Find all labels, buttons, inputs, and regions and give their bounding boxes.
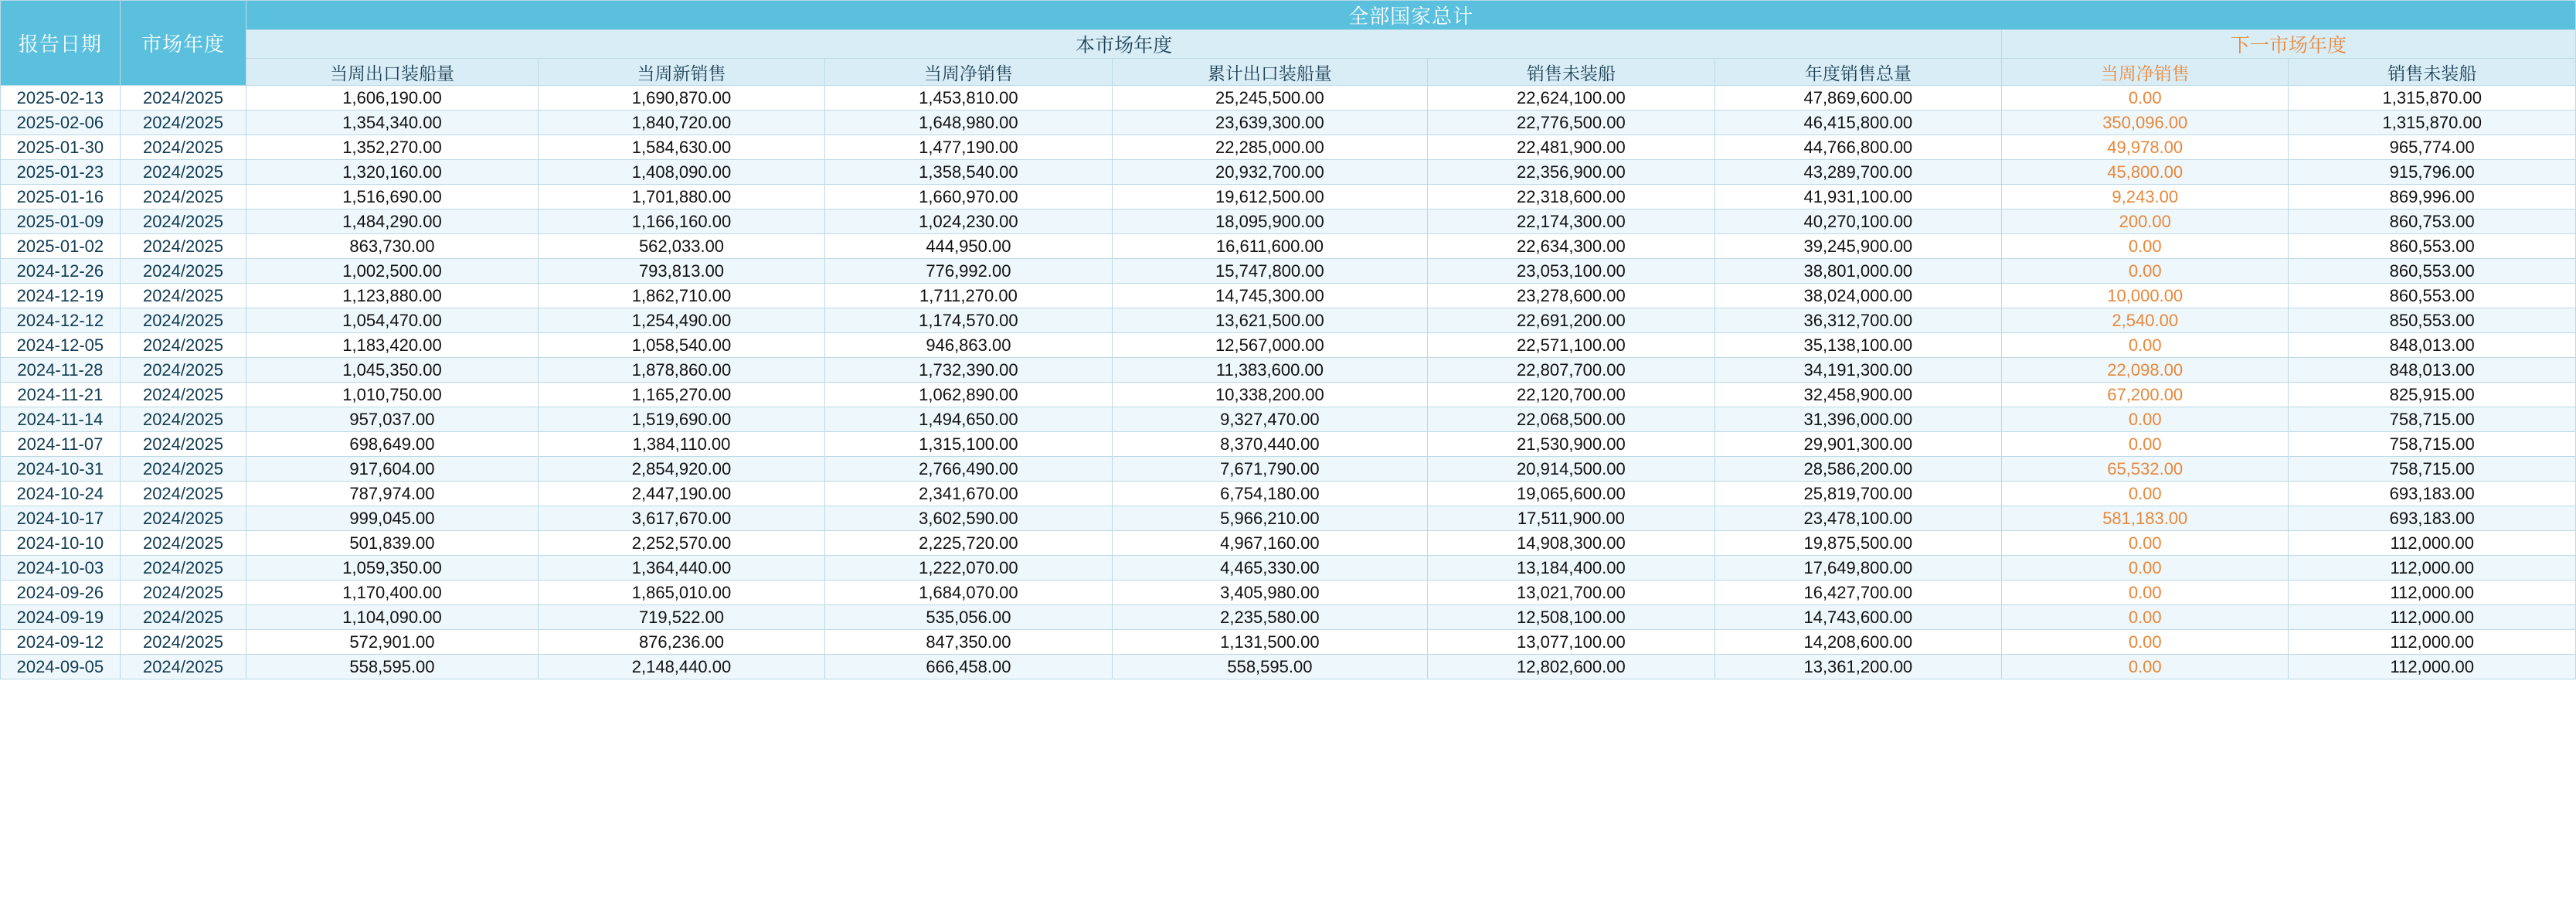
cell-total-commitments: 14,208,600.00 [1715, 630, 2001, 655]
cell-total-commitments: 44,766,800.00 [1715, 135, 2001, 160]
cell-total-commitments: 19,875,500.00 [1715, 531, 2001, 556]
cell-outstanding-sales: 13,077,100.00 [1428, 630, 1715, 655]
table-row [1, 630, 2576, 655]
cell-accumulated-exports: 20,932,700.00 [1112, 160, 1428, 185]
cell-weekly-net-sales: 3,602,590.00 [825, 506, 1112, 531]
header-accumulated-exports: 累计出口装船量 [1112, 59, 1428, 86]
cell-next-weekly-net-sales: 0.00 [2002, 333, 2289, 358]
cell-report-date: 2024-12-19 [1, 284, 121, 308]
cell-next-weekly-net-sales: 22,098.00 [2002, 358, 2289, 383]
header-row-groups [1, 30, 2576, 59]
cell-weekly-net-sales: 1,358,540.00 [825, 160, 1112, 185]
cell-market-year: 2024/2025 [120, 655, 246, 679]
cell-accumulated-exports: 7,671,790.00 [1112, 457, 1428, 482]
cell-report-date: 2024-12-26 [1, 259, 121, 284]
cell-outstanding-sales: 17,511,900.00 [1428, 506, 1715, 531]
cell-next-outstanding-sales: 112,000.00 [2289, 556, 2576, 581]
table-row [1, 284, 2576, 308]
cell-outstanding-sales: 22,356,900.00 [1428, 160, 1715, 185]
cell-weekly-net-sales: 1,453,810.00 [825, 86, 1112, 111]
cell-weekly-new-sales: 719,522.00 [538, 605, 824, 630]
cell-weekly-new-sales: 2,854,920.00 [538, 457, 824, 482]
cell-next-weekly-net-sales: 0.00 [2002, 605, 2289, 630]
cell-weekly-net-sales: 1,684,070.00 [825, 581, 1112, 605]
cell-outstanding-sales: 22,634,300.00 [1428, 234, 1715, 259]
cell-outstanding-sales: 22,318,600.00 [1428, 185, 1715, 209]
cell-report-date: 2024-11-28 [1, 358, 121, 383]
table-row [1, 407, 2576, 432]
cell-market-year: 2024/2025 [120, 531, 246, 556]
cell-outstanding-sales: 13,184,400.00 [1428, 556, 1715, 581]
cell-accumulated-exports: 2,235,580.00 [1112, 605, 1428, 630]
cell-report-date: 2025-01-16 [1, 185, 121, 209]
cell-total-commitments: 41,931,100.00 [1715, 185, 2001, 209]
cell-weekly-exports: 1,606,190.00 [246, 86, 539, 111]
cell-weekly-net-sales: 1,660,970.00 [825, 185, 1112, 209]
cell-weekly-exports: 863,730.00 [246, 234, 539, 259]
cell-total-commitments: 46,415,800.00 [1715, 111, 2001, 135]
cell-weekly-new-sales: 876,236.00 [538, 630, 824, 655]
table-row [1, 581, 2576, 605]
cell-weekly-new-sales: 1,865,010.00 [538, 581, 824, 605]
cell-report-date: 2024-10-17 [1, 506, 121, 531]
cell-weekly-exports: 1,516,690.00 [246, 185, 539, 209]
cell-weekly-new-sales: 1,862,710.00 [538, 284, 824, 308]
cell-weekly-exports: 957,037.00 [246, 407, 539, 432]
cell-next-outstanding-sales: 693,183.00 [2289, 482, 2576, 506]
header-report-date: 报告日期 [1, 1, 121, 86]
cell-total-commitments: 40,270,100.00 [1715, 209, 2001, 234]
header-outstanding-sales: 销售未装船 [1428, 59, 1715, 86]
cell-next-weekly-net-sales: 200.00 [2002, 209, 2289, 234]
cell-report-date: 2024-10-31 [1, 457, 121, 482]
cell-weekly-net-sales: 2,766,490.00 [825, 457, 1112, 482]
cell-outstanding-sales: 22,624,100.00 [1428, 86, 1715, 111]
cell-total-commitments: 13,361,200.00 [1715, 655, 2001, 679]
cell-weekly-new-sales: 1,166,160.00 [538, 209, 824, 234]
cell-report-date: 2024-11-21 [1, 383, 121, 407]
cell-market-year: 2024/2025 [120, 383, 246, 407]
cell-next-outstanding-sales: 693,183.00 [2289, 506, 2576, 531]
cell-weekly-net-sales: 666,458.00 [825, 655, 1112, 679]
cell-accumulated-exports: 5,966,210.00 [1112, 506, 1428, 531]
cell-weekly-net-sales: 776,992.00 [825, 259, 1112, 284]
cell-weekly-exports: 1,484,290.00 [246, 209, 539, 234]
cell-weekly-net-sales: 1,315,100.00 [825, 432, 1112, 457]
cell-outstanding-sales: 22,776,500.00 [1428, 111, 1715, 135]
cell-total-commitments: 39,245,900.00 [1715, 234, 2001, 259]
table-row [1, 234, 2576, 259]
cell-next-outstanding-sales: 112,000.00 [2289, 581, 2576, 605]
cell-accumulated-exports: 6,754,180.00 [1112, 482, 1428, 506]
cell-outstanding-sales: 22,174,300.00 [1428, 209, 1715, 234]
cell-market-year: 2024/2025 [120, 234, 246, 259]
cell-market-year: 2024/2025 [120, 333, 246, 358]
header-weekly-net-sales: 当周净销售 [825, 59, 1112, 86]
cell-outstanding-sales: 19,065,600.00 [1428, 482, 1715, 506]
cell-weekly-net-sales: 1,222,070.00 [825, 556, 1112, 581]
cell-weekly-exports: 1,183,420.00 [246, 333, 539, 358]
cell-weekly-exports: 1,059,350.00 [246, 556, 539, 581]
cell-weekly-new-sales: 793,813.00 [538, 259, 824, 284]
cell-total-commitments: 14,743,600.00 [1715, 605, 2001, 630]
cell-total-commitments: 35,138,100.00 [1715, 333, 2001, 358]
cell-report-date: 2024-11-14 [1, 407, 121, 432]
cell-accumulated-exports: 9,327,470.00 [1112, 407, 1428, 432]
header-next-weekly-net-sales: 当周净销售 [2002, 59, 2289, 86]
cell-outstanding-sales: 22,807,700.00 [1428, 358, 1715, 383]
cell-weekly-new-sales: 1,878,860.00 [538, 358, 824, 383]
table-row [1, 209, 2576, 234]
cell-next-outstanding-sales: 758,715.00 [2289, 407, 2576, 432]
cell-weekly-new-sales: 1,408,090.00 [538, 160, 824, 185]
cell-total-commitments: 34,191,300.00 [1715, 358, 2001, 383]
table-row [1, 86, 2576, 111]
header-row-title [1, 1, 2576, 30]
header-weekly-exports: 当周出口装船量 [246, 59, 539, 86]
table-body [1, 86, 2576, 679]
cell-accumulated-exports: 11,383,600.00 [1112, 358, 1428, 383]
cell-weekly-new-sales: 1,384,110.00 [538, 432, 824, 457]
cell-market-year: 2024/2025 [120, 556, 246, 581]
cell-next-weekly-net-sales: 10,000.00 [2002, 284, 2289, 308]
cell-next-weekly-net-sales: 350,096.00 [2002, 111, 2289, 135]
cell-accumulated-exports: 16,611,600.00 [1112, 234, 1428, 259]
cell-market-year: 2024/2025 [120, 630, 246, 655]
cell-next-weekly-net-sales: 0.00 [2002, 630, 2289, 655]
cell-weekly-exports: 698,649.00 [246, 432, 539, 457]
cell-next-weekly-net-sales: 581,183.00 [2002, 506, 2289, 531]
cell-weekly-exports: 999,045.00 [246, 506, 539, 531]
cell-weekly-net-sales: 1,024,230.00 [825, 209, 1112, 234]
cell-market-year: 2024/2025 [120, 284, 246, 308]
cell-total-commitments: 38,024,000.00 [1715, 284, 2001, 308]
cell-weekly-new-sales: 1,165,270.00 [538, 383, 824, 407]
cell-next-outstanding-sales: 965,774.00 [2289, 135, 2576, 160]
header-market-year: 市场年度 [120, 1, 246, 86]
cell-accumulated-exports: 4,967,160.00 [1112, 531, 1428, 556]
cell-outstanding-sales: 14,908,300.00 [1428, 531, 1715, 556]
cell-total-commitments: 43,289,700.00 [1715, 160, 2001, 185]
cell-report-date: 2025-01-23 [1, 160, 121, 185]
cell-weekly-new-sales: 1,584,630.00 [538, 135, 824, 160]
cell-next-weekly-net-sales: 67,200.00 [2002, 383, 2289, 407]
cell-next-weekly-net-sales: 0.00 [2002, 655, 2289, 679]
cell-outstanding-sales: 13,021,700.00 [1428, 581, 1715, 605]
cell-accumulated-exports: 22,285,000.00 [1112, 135, 1428, 160]
cell-total-commitments: 28,586,200.00 [1715, 457, 2001, 482]
cell-accumulated-exports: 558,595.00 [1112, 655, 1428, 679]
cell-next-outstanding-sales: 860,553.00 [2289, 284, 2576, 308]
cell-outstanding-sales: 12,802,600.00 [1428, 655, 1715, 679]
cell-total-commitments: 23,478,100.00 [1715, 506, 2001, 531]
cell-total-commitments: 25,819,700.00 [1715, 482, 2001, 506]
cell-accumulated-exports: 23,639,300.00 [1112, 111, 1428, 135]
cell-outstanding-sales: 22,691,200.00 [1428, 308, 1715, 333]
cell-weekly-net-sales: 2,341,670.00 [825, 482, 1112, 506]
cell-market-year: 2024/2025 [120, 135, 246, 160]
table-row [1, 506, 2576, 531]
cell-accumulated-exports: 14,745,300.00 [1112, 284, 1428, 308]
cell-next-outstanding-sales: 860,553.00 [2289, 234, 2576, 259]
cell-accumulated-exports: 19,612,500.00 [1112, 185, 1428, 209]
table-row [1, 358, 2576, 383]
cell-next-weekly-net-sales: 45,800.00 [2002, 160, 2289, 185]
cell-weekly-exports: 917,604.00 [246, 457, 539, 482]
cell-market-year: 2024/2025 [120, 432, 246, 457]
cell-weekly-exports: 1,123,880.00 [246, 284, 539, 308]
header-overall-title: 全部国家总计 [246, 1, 2576, 30]
cell-market-year: 2024/2025 [120, 185, 246, 209]
cell-weekly-new-sales: 1,519,690.00 [538, 407, 824, 432]
cell-outstanding-sales: 20,914,500.00 [1428, 457, 1715, 482]
cell-weekly-new-sales: 1,690,870.00 [538, 86, 824, 111]
cell-report-date: 2024-09-19 [1, 605, 121, 630]
cell-weekly-exports: 1,352,270.00 [246, 135, 539, 160]
cell-accumulated-exports: 3,405,980.00 [1112, 581, 1428, 605]
cell-weekly-exports: 1,002,500.00 [246, 259, 539, 284]
cell-weekly-net-sales: 444,950.00 [825, 234, 1112, 259]
cell-accumulated-exports: 18,095,900.00 [1112, 209, 1428, 234]
cell-weekly-new-sales: 562,033.00 [538, 234, 824, 259]
cell-market-year: 2024/2025 [120, 111, 246, 135]
cell-market-year: 2024/2025 [120, 308, 246, 333]
cell-outstanding-sales: 22,481,900.00 [1428, 135, 1715, 160]
cell-next-weekly-net-sales: 0.00 [2002, 482, 2289, 506]
cell-market-year: 2024/2025 [120, 506, 246, 531]
cell-market-year: 2024/2025 [120, 358, 246, 383]
header-row-subcolumns [1, 59, 2576, 86]
cell-next-outstanding-sales: 860,553.00 [2289, 259, 2576, 284]
cell-accumulated-exports: 25,245,500.00 [1112, 86, 1428, 111]
table-row [1, 655, 2576, 679]
cell-next-outstanding-sales: 848,013.00 [2289, 333, 2576, 358]
table-row [1, 111, 2576, 135]
cell-total-commitments: 47,869,600.00 [1715, 86, 2001, 111]
cell-total-commitments: 29,901,300.00 [1715, 432, 2001, 457]
cell-weekly-net-sales: 1,062,890.00 [825, 383, 1112, 407]
table-row [1, 135, 2576, 160]
cell-report-date: 2024-10-10 [1, 531, 121, 556]
cell-market-year: 2024/2025 [120, 86, 246, 111]
cell-accumulated-exports: 13,621,500.00 [1112, 308, 1428, 333]
header-weekly-new-sales: 当周新销售 [538, 59, 824, 86]
cell-next-outstanding-sales: 848,013.00 [2289, 358, 2576, 383]
cell-weekly-exports: 787,974.00 [246, 482, 539, 506]
cell-accumulated-exports: 8,370,440.00 [1112, 432, 1428, 457]
table-row [1, 383, 2576, 407]
cell-outstanding-sales: 12,508,100.00 [1428, 605, 1715, 630]
cell-weekly-exports: 1,054,470.00 [246, 308, 539, 333]
cell-next-weekly-net-sales: 49,978.00 [2002, 135, 2289, 160]
cell-weekly-net-sales: 535,056.00 [825, 605, 1112, 630]
cell-weekly-new-sales: 1,701,880.00 [538, 185, 824, 209]
cell-market-year: 2024/2025 [120, 259, 246, 284]
table-row [1, 185, 2576, 209]
cell-market-year: 2024/2025 [120, 605, 246, 630]
cell-weekly-net-sales: 847,350.00 [825, 630, 1112, 655]
cell-report-date: 2024-12-05 [1, 333, 121, 358]
cell-weekly-exports: 1,354,340.00 [246, 111, 539, 135]
cell-next-outstanding-sales: 758,715.00 [2289, 457, 2576, 482]
cell-market-year: 2024/2025 [120, 209, 246, 234]
cell-accumulated-exports: 12,567,000.00 [1112, 333, 1428, 358]
table-row [1, 333, 2576, 358]
cell-report-date: 2025-01-09 [1, 209, 121, 234]
cell-weekly-exports: 501,839.00 [246, 531, 539, 556]
cell-accumulated-exports: 10,338,200.00 [1112, 383, 1428, 407]
cell-outstanding-sales: 22,120,700.00 [1428, 383, 1715, 407]
cell-weekly-exports: 1,170,400.00 [246, 581, 539, 605]
cell-next-weekly-net-sales: 0.00 [2002, 407, 2289, 432]
cell-next-outstanding-sales: 758,715.00 [2289, 432, 2576, 457]
header-next-outstanding-sales: 销售未装船 [2289, 59, 2576, 86]
cell-market-year: 2024/2025 [120, 581, 246, 605]
cell-market-year: 2024/2025 [120, 160, 246, 185]
cell-weekly-exports: 1,320,160.00 [246, 160, 539, 185]
table-row [1, 556, 2576, 581]
cell-weekly-new-sales: 1,364,440.00 [538, 556, 824, 581]
cell-weekly-new-sales: 3,617,670.00 [538, 506, 824, 531]
cell-outstanding-sales: 23,053,100.00 [1428, 259, 1715, 284]
cell-outstanding-sales: 21,530,900.00 [1428, 432, 1715, 457]
cell-report-date: 2025-02-13 [1, 86, 121, 111]
cell-report-date: 2025-01-02 [1, 234, 121, 259]
cell-next-outstanding-sales: 1,315,870.00 [2289, 111, 2576, 135]
cell-next-outstanding-sales: 850,553.00 [2289, 308, 2576, 333]
cell-accumulated-exports: 1,131,500.00 [1112, 630, 1428, 655]
cell-next-outstanding-sales: 112,000.00 [2289, 531, 2576, 556]
cell-total-commitments: 32,458,900.00 [1715, 383, 2001, 407]
cell-weekly-net-sales: 1,648,980.00 [825, 111, 1112, 135]
cell-outstanding-sales: 22,571,100.00 [1428, 333, 1715, 358]
cell-report-date: 2024-09-26 [1, 581, 121, 605]
cell-market-year: 2024/2025 [120, 457, 246, 482]
cell-next-outstanding-sales: 1,315,870.00 [2289, 86, 2576, 111]
cell-next-outstanding-sales: 825,915.00 [2289, 383, 2576, 407]
cell-weekly-new-sales: 1,254,490.00 [538, 308, 824, 333]
cell-next-weekly-net-sales: 65,532.00 [2002, 457, 2289, 482]
cell-next-weekly-net-sales: 0.00 [2002, 234, 2289, 259]
table-row [1, 605, 2576, 630]
cell-next-outstanding-sales: 915,796.00 [2289, 160, 2576, 185]
cell-report-date: 2024-10-24 [1, 482, 121, 506]
cell-weekly-new-sales: 2,447,190.00 [538, 482, 824, 506]
cell-next-outstanding-sales: 869,996.00 [2289, 185, 2576, 209]
table-row [1, 457, 2576, 482]
cell-weekly-exports: 572,901.00 [246, 630, 539, 655]
cell-market-year: 2024/2025 [120, 482, 246, 506]
cell-report-date: 2024-09-12 [1, 630, 121, 655]
header-total-commitments: 年度销售总量 [1715, 59, 2001, 86]
cell-total-commitments: 31,396,000.00 [1715, 407, 2001, 432]
table-row [1, 482, 2576, 506]
header-group-current-year: 本市场年度 [246, 30, 2002, 59]
cell-weekly-new-sales: 2,148,440.00 [538, 655, 824, 679]
table-row [1, 160, 2576, 185]
cell-weekly-exports: 558,595.00 [246, 655, 539, 679]
cell-weekly-new-sales: 1,058,540.00 [538, 333, 824, 358]
cell-weekly-new-sales: 1,840,720.00 [538, 111, 824, 135]
cell-total-commitments: 17,649,800.00 [1715, 556, 2001, 581]
table-row [1, 308, 2576, 333]
cell-outstanding-sales: 23,278,600.00 [1428, 284, 1715, 308]
cell-weekly-net-sales: 1,174,570.00 [825, 308, 1112, 333]
cell-next-weekly-net-sales: 0.00 [2002, 86, 2289, 111]
cell-outstanding-sales: 22,068,500.00 [1428, 407, 1715, 432]
cell-weekly-net-sales: 2,225,720.00 [825, 531, 1112, 556]
cell-next-weekly-net-sales: 0.00 [2002, 581, 2289, 605]
cell-next-weekly-net-sales: 2,540.00 [2002, 308, 2289, 333]
cell-weekly-net-sales: 946,863.00 [825, 333, 1112, 358]
cell-weekly-net-sales: 1,477,190.00 [825, 135, 1112, 160]
cell-report-date: 2024-10-03 [1, 556, 121, 581]
cell-weekly-new-sales: 2,252,570.00 [538, 531, 824, 556]
cell-next-outstanding-sales: 860,753.00 [2289, 209, 2576, 234]
cell-total-commitments: 38,801,000.00 [1715, 259, 2001, 284]
cell-next-weekly-net-sales: 0.00 [2002, 556, 2289, 581]
cell-report-date: 2024-12-12 [1, 308, 121, 333]
cell-weekly-net-sales: 1,711,270.00 [825, 284, 1112, 308]
cell-report-date: 2025-02-06 [1, 111, 121, 135]
table-row [1, 531, 2576, 556]
cell-next-outstanding-sales: 112,000.00 [2289, 605, 2576, 630]
header-group-next-year: 下一市场年度 [2002, 30, 2576, 59]
cell-weekly-exports: 1,010,750.00 [246, 383, 539, 407]
cell-next-weekly-net-sales: 9,243.00 [2002, 185, 2289, 209]
cell-market-year: 2024/2025 [120, 407, 246, 432]
cell-next-weekly-net-sales: 0.00 [2002, 432, 2289, 457]
cell-total-commitments: 16,427,700.00 [1715, 581, 2001, 605]
cell-next-weekly-net-sales: 0.00 [2002, 259, 2289, 284]
table-row [1, 259, 2576, 284]
cell-total-commitments: 36,312,700.00 [1715, 308, 2001, 333]
cell-next-weekly-net-sales: 0.00 [2002, 531, 2289, 556]
cell-report-date: 2025-01-30 [1, 135, 121, 160]
cell-accumulated-exports: 15,747,800.00 [1112, 259, 1428, 284]
cell-weekly-net-sales: 1,494,650.00 [825, 407, 1112, 432]
cell-next-outstanding-sales: 112,000.00 [2289, 630, 2576, 655]
cell-report-date: 2024-11-07 [1, 432, 121, 457]
cell-report-date: 2024-09-05 [1, 655, 121, 679]
cell-weekly-net-sales: 1,732,390.00 [825, 358, 1112, 383]
table-row [1, 432, 2576, 457]
cell-weekly-exports: 1,104,090.00 [246, 605, 539, 630]
cell-next-outstanding-sales: 112,000.00 [2289, 655, 2576, 679]
cell-accumulated-exports: 4,465,330.00 [1112, 556, 1428, 581]
cell-weekly-exports: 1,045,350.00 [246, 358, 539, 383]
